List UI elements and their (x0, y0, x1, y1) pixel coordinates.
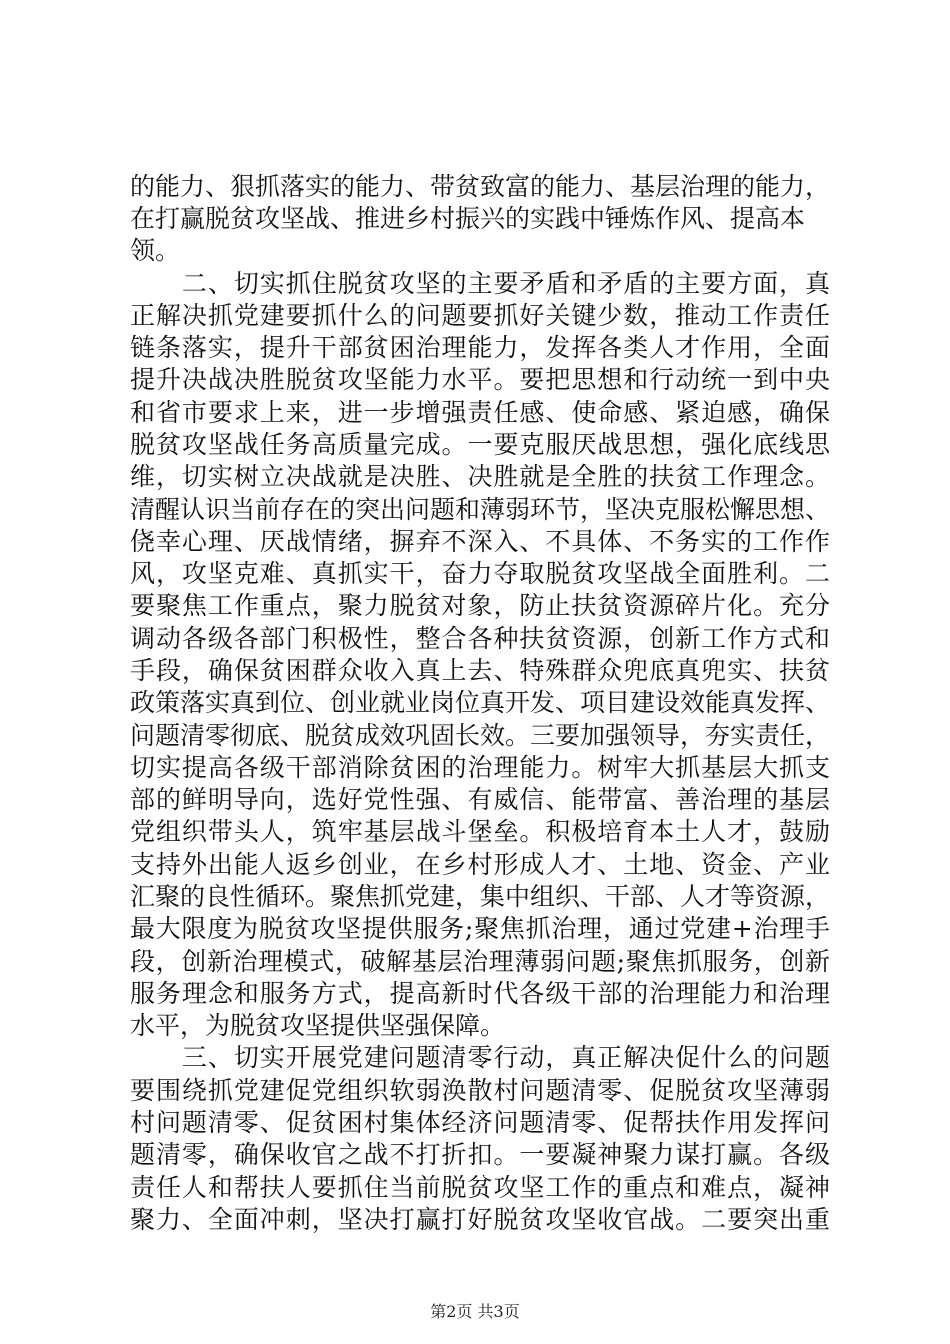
text-line: 脱贫攻坚战任务高质量完成。一要克服厌战思想，强化底线思 (130, 430, 830, 459)
text-line: 题清零，确保收官之战不打折扣。一要凝神聚力谋打赢。各级 (130, 1140, 830, 1169)
text-line: 在打赢脱贫攻坚战、推进乡村振兴的实践中锤炼作风、提高本 (130, 204, 806, 233)
text-line: 汇聚的良性循环。聚焦抓党建，集中组织、干部、人才等资源， (130, 882, 830, 911)
text-line: 党组织带头人，筑牢基层战斗堡垒。积极培育本土人才，鼓励 (130, 817, 830, 846)
text-line: 责任人和帮扶人要抓住当前脱贫攻坚工作的重点和难点，凝神 (130, 1173, 830, 1202)
text-line: 风，攻坚克难、真抓实干，奋力夺取脱贫攻坚战全面胜利。二 (130, 559, 830, 588)
text-line: 提升决战决胜脱贫攻坚能力水平。要把思想和行动统一到中央 (130, 365, 830, 394)
text-line: 领。 (130, 236, 181, 265)
text-line: 三、切实开展党建问题清零行动，真正解决促什么的问题 (130, 1043, 830, 1072)
text-line: 的能力、狠抓落实的能力、带贫致富的能力、基层治理的能力， (130, 172, 830, 201)
text-line: 村问题清零、促贫困村集体经济问题清零、促帮扶作用发挥问 (130, 1108, 830, 1137)
page-footer: 第2页 共3页 (430, 1302, 520, 1321)
text-line: 维，切实树立决战就是决胜、决胜就是全胜的扶贫工作理念。 (130, 462, 830, 491)
text-line: 调动各级各部门积极性，整合各种扶贫资源，创新工作方式和 (130, 624, 830, 653)
text-line: 水平，为脱贫攻坚提供坚强保障。 (130, 1011, 506, 1040)
text-line: 段，创新治理模式，破解基层治理薄弱问题;聚焦抓服务，创新 (130, 947, 830, 976)
text-line: 最大限度为脱贫攻坚提供服务;聚焦抓治理，通过党建+治理手 (130, 914, 830, 943)
text-line: 正解决抓党建要抓什么的问题要抓好关键少数，推动工作责任 (130, 301, 830, 330)
text-line: 聚力、全面冲刺，坚决打赢打好脱贫攻坚收官战。二要突出重 (130, 1205, 830, 1234)
text-line: 和省市要求上来，进一步增强责任感、使命感、紧迫感，确保 (130, 398, 830, 427)
text-line: 清醒认识当前存在的突出问题和薄弱环节，坚决克服松懈思想、 (130, 495, 830, 524)
text-line: 侥幸心理、厌战情绪，摒弃不深入、不具体、不务实的工作作 (130, 527, 830, 556)
text-line: 问题清零彻底、脱贫成效巩固长效。三要加强领导，夯实责任， (130, 721, 830, 750)
text-line: 要聚焦工作重点，聚力脱贫对象，防止扶贫资源碎片化。充分 (130, 591, 830, 620)
text-line: 部的鲜明导向，选好党性强、有威信、能带富、善治理的基层 (130, 785, 830, 814)
text-line: 切实提高各级干部消除贫困的治理能力。树牢大抓基层大抓支 (130, 753, 830, 782)
text-line: 链条落实，提升干部贫困治理能力，发挥各类人才作用，全面 (130, 333, 830, 362)
text-line: 政策落实真到位、创业就业岗位真开发、项目建设效能真发挥、 (130, 688, 830, 717)
text-line: 支持外出能人返乡创业，在乡村形成人才、土地、资金、产业 (130, 850, 830, 879)
text-line: 要围绕抓党建促党组织软弱涣散村问题清零、促脱贫攻坚薄弱 (130, 1076, 830, 1105)
text-line: 服务理念和服务方式，提高新时代各级干部的治理能力和治理 (130, 979, 830, 1008)
text-line: 二、切实抓住脱贫攻坚的主要矛盾和矛盾的主要方面，真 (130, 269, 830, 298)
text-line: 手段，确保贫困群众收入真上去、特殊群众兜底真兜实、扶贫 (130, 656, 830, 685)
